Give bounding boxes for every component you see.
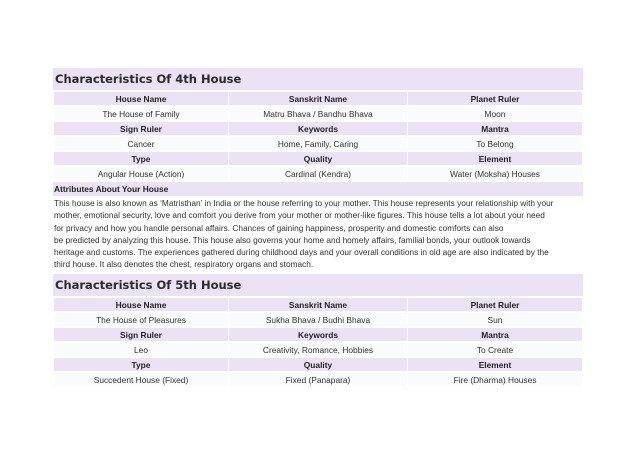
column-label: Planet Ruler	[408, 92, 582, 105]
table-cell: Succedent House (Fixed)	[54, 373, 228, 386]
table-cell: The House of Family	[54, 107, 228, 120]
attributes-title: Attributes About Your House	[53, 182, 583, 196]
column-label: Type	[54, 152, 228, 165]
table-header-row	[54, 298, 582, 311]
column-label: Quality	[229, 358, 407, 371]
table-cell: Moon	[408, 107, 582, 120]
table-cell: Sun	[408, 313, 582, 326]
table-header-row	[54, 358, 582, 371]
attributes-line: heritage and customs. The experiences gathered during childhood days and your overall conditions in old age are also indicated by the	[54, 247, 549, 258]
column-label: Element	[408, 358, 582, 371]
table-cell: To Belong	[408, 137, 582, 150]
column-label: Keywords	[229, 122, 407, 135]
column-label: Element	[408, 152, 582, 165]
house4-title: Characteristics Of 4th House	[53, 68, 583, 90]
table-cell: Fixed (Panapara)	[229, 373, 407, 386]
column-label: Planet Ruler	[408, 298, 582, 311]
table-row	[54, 373, 582, 386]
table-cell: Leo	[54, 343, 228, 356]
attributes-line: mother, emotional security, love and comfort you derive from your mother or mother-like figures. This house tells a lot about your need	[54, 210, 545, 221]
table-cell: Angular House (Action)	[54, 167, 228, 180]
table-cell: Cardinal (Kendra)	[229, 167, 407, 180]
table-cell: Fire (Dharma) Houses	[408, 373, 582, 386]
table-row	[54, 343, 582, 356]
house4-section	[53, 68, 583, 272]
table-header-row	[54, 152, 582, 165]
table-cell: Sukha Bhava / Budhi Bhava	[229, 313, 407, 326]
table-row	[54, 167, 582, 180]
column-label: Quality	[229, 152, 407, 165]
column-label: Mantra	[408, 122, 582, 135]
house5-table	[53, 296, 583, 388]
table-cell: Home, Family, Caring	[229, 137, 407, 150]
attributes-line: third house. It also denotes the chest, respiratory organs and stomach.	[54, 259, 314, 270]
column-label: Sign Ruler	[54, 328, 228, 341]
column-label: Sanskrit Name	[229, 298, 407, 311]
table-row	[54, 137, 582, 150]
table-cell: Creativity, Romance, Hobbies	[229, 343, 407, 356]
column-label: House Name	[54, 298, 228, 311]
column-label: Type	[54, 358, 228, 371]
table-cell: Water (Moksha) Houses	[408, 167, 582, 180]
attributes-line: for privacy and how you handle personal affairs. Chances of gaining happiness, prosperity and domestic comforts can also	[54, 222, 504, 233]
column-label: Mantra	[408, 328, 582, 341]
column-label: Sign Ruler	[54, 122, 228, 135]
attributes-line: be predicted by analyzing this house. This house also governs your home and homely affairs, familial bonds, your outlook towards	[54, 234, 531, 245]
attributes-text	[53, 196, 583, 272]
table-header-row	[54, 92, 582, 105]
table-cell: Cancer	[54, 137, 228, 150]
table-header-row	[54, 122, 582, 135]
column-label: Sanskrit Name	[229, 92, 407, 105]
table-cell: Matru Bhava / Bandhu Bhava	[229, 107, 407, 120]
table-header-row	[54, 328, 582, 341]
column-label: Keywords	[229, 328, 407, 341]
table-cell: To Create	[408, 343, 582, 356]
attributes-line: This house is also known as ‘Matristhan’ in India or the house referring to your mother. This house represents your relationship with your	[54, 198, 554, 208]
table-cell: The House of Pleasures	[54, 313, 228, 326]
house4-table	[53, 90, 583, 182]
table-row	[54, 313, 582, 326]
house5-section	[53, 274, 583, 388]
column-label: House Name	[54, 92, 228, 105]
table-row	[54, 107, 582, 120]
house5-title: Characteristics Of 5th House	[53, 274, 583, 296]
